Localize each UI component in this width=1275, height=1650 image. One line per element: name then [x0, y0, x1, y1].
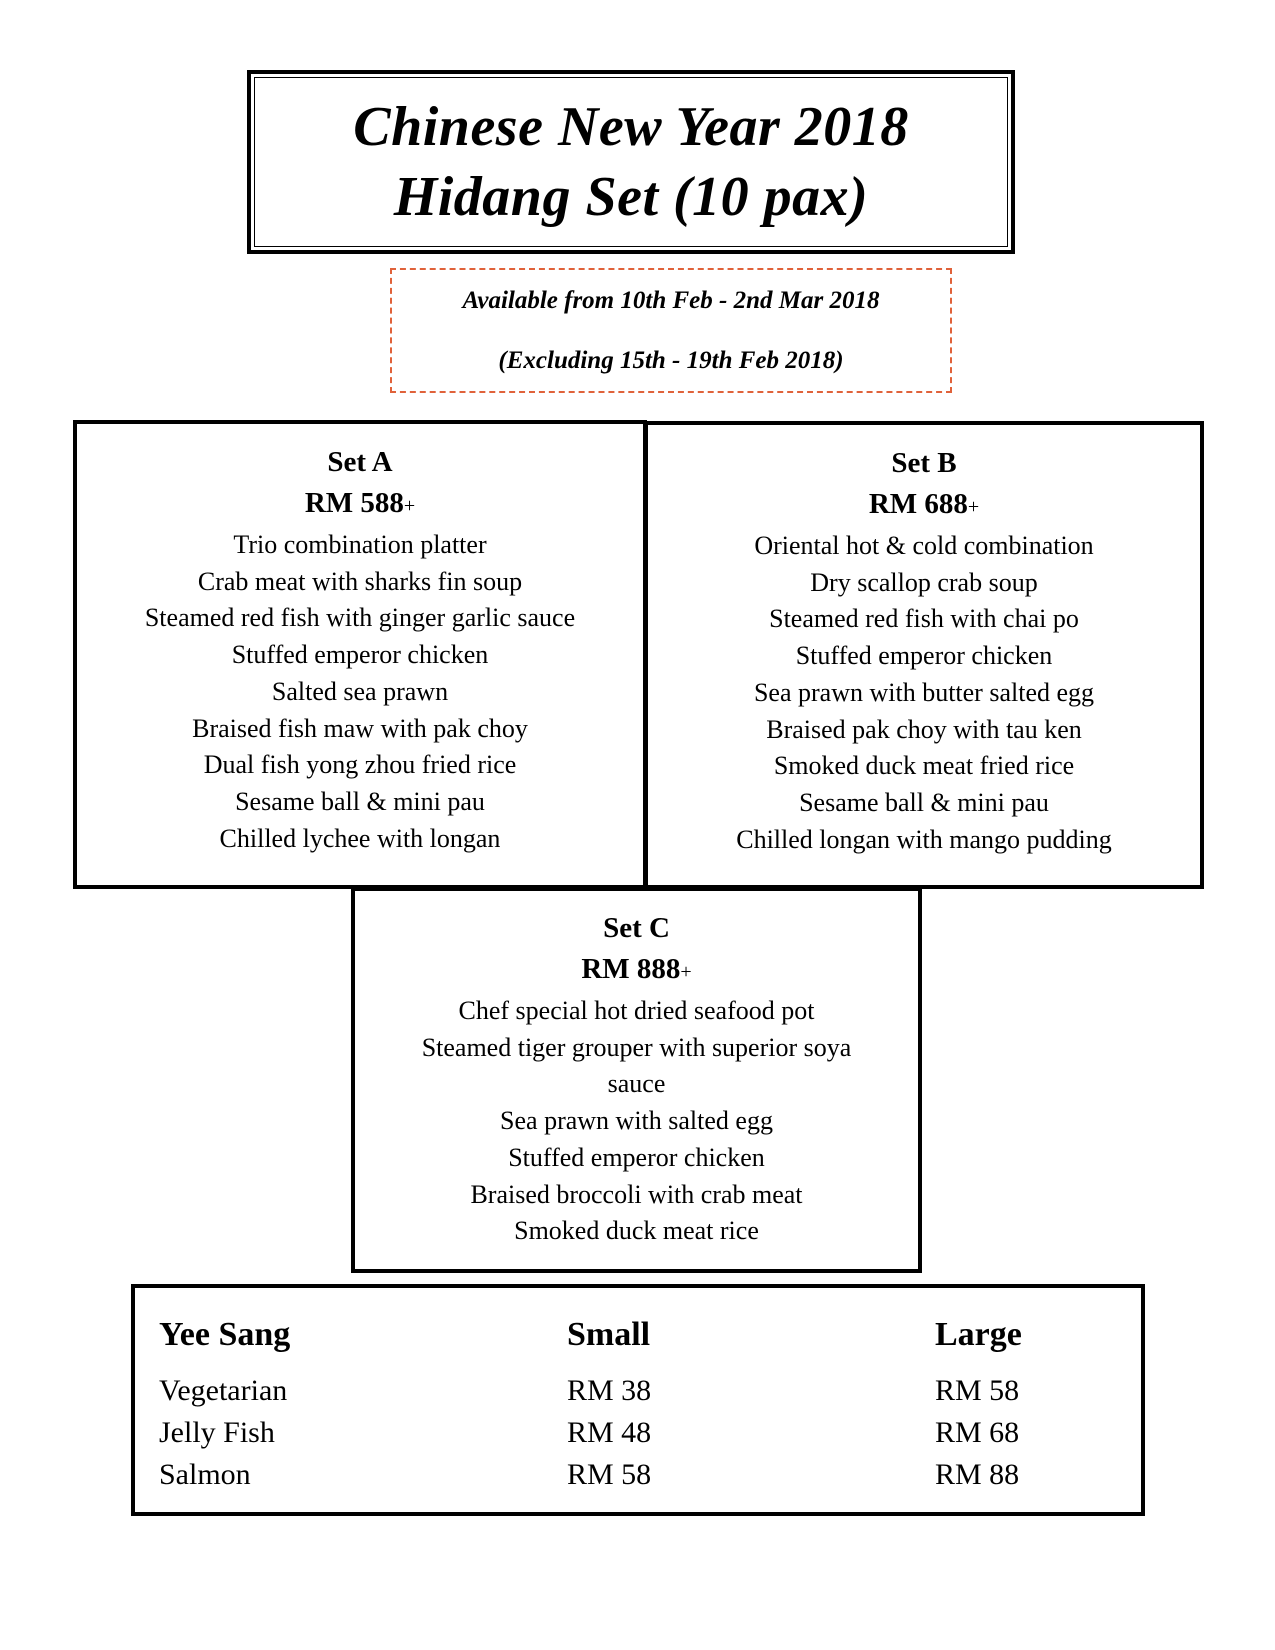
- set-price: RM 688+: [868, 488, 980, 520]
- set-a-card: [73, 420, 647, 889]
- small-price: RM 38: [567, 1374, 652, 1407]
- menu-item: Smoked duck meat fried rice: [773, 751, 1075, 781]
- price-suffix: +: [967, 496, 980, 518]
- small-price: RM 58: [567, 1458, 652, 1491]
- availability-notice: [390, 268, 952, 393]
- menu-item: Steamed tiger grouper with superior soya: [421, 1032, 852, 1062]
- large-price: RM 58: [935, 1374, 1020, 1407]
- menu-item: Salted sea prawn: [271, 676, 449, 706]
- menu-item: Chilled longan with mango pudding: [736, 824, 1112, 854]
- availability-dates: Available from 10th Feb - 2nd Mar 2018: [462, 286, 880, 314]
- menu-item: Dry scallop crab soup: [810, 567, 1038, 597]
- yee-sang-table: [131, 1284, 1145, 1516]
- menu-item: Trio combination platter: [233, 530, 487, 559]
- menu-item: Oriental hot & cold combination: [754, 531, 1094, 560]
- set-price: RM 588+: [304, 487, 416, 519]
- set-b-card: [644, 421, 1204, 889]
- price-suffix: +: [403, 495, 416, 517]
- set-name: Set B: [891, 447, 957, 479]
- menu-item: Chilled lychee with longan: [219, 823, 501, 853]
- page-subtitle: Hidang Set (10 pax): [393, 166, 869, 228]
- header-large: Large: [935, 1316, 1022, 1353]
- menu-item: Chef special hot dried seafood pot: [458, 996, 815, 1025]
- menu-item: Sesame ball & mini pau: [235, 786, 485, 816]
- menu-item: Stuffed emperor chicken: [795, 641, 1053, 671]
- table-row: [135, 1412, 1141, 1454]
- menu-item: Braised pak choy with tau ken: [766, 714, 1082, 744]
- page-title: Chinese New Year 2018: [353, 96, 909, 158]
- price-suffix: +: [680, 961, 692, 983]
- menu-item: Crab meat with sharks fin soup: [197, 566, 523, 596]
- set-menu-list: [355, 993, 918, 1250]
- set-name: Set A: [327, 446, 393, 478]
- title-inner-frame: [254, 77, 1008, 247]
- header-yee-sang: Yee Sang: [159, 1316, 291, 1353]
- yee-sang-type: Jelly Fish: [159, 1416, 275, 1449]
- large-price: RM 68: [935, 1416, 1020, 1449]
- set-price: RM 888+: [581, 953, 692, 985]
- set-menu-list: [77, 527, 643, 857]
- set-name: Set C: [603, 912, 670, 944]
- menu-item: Smoked duck meat rice: [514, 1216, 759, 1246]
- large-price: RM 88: [935, 1458, 1020, 1491]
- menu-item: Sea prawn with butter salted egg: [753, 677, 1095, 707]
- table-row: [135, 1454, 1141, 1496]
- set-c-card: [351, 887, 922, 1273]
- header-small: Small: [567, 1316, 651, 1353]
- small-price: RM 48: [567, 1416, 652, 1449]
- table-header-row: [135, 1314, 1141, 1356]
- menu-item: Steamed red fish with chai po: [769, 604, 1079, 634]
- menu-item: Stuffed emperor chicken: [231, 640, 489, 670]
- menu-item: Braised fish maw with pak choy: [192, 713, 528, 743]
- table-row: [135, 1370, 1141, 1412]
- menu-item: Braised broccoli with crab meat: [470, 1179, 803, 1209]
- menu-item: Sea prawn with salted egg: [500, 1106, 773, 1136]
- yee-sang-type: Salmon: [159, 1458, 251, 1491]
- yee-sang-type: Vegetarian: [159, 1374, 288, 1407]
- set-menu-list: [648, 528, 1200, 858]
- title-box: [247, 70, 1015, 254]
- menu-item: sauce: [607, 1069, 666, 1099]
- menu-item: Stuffed emperor chicken: [508, 1142, 765, 1172]
- menu-item: Sesame ball & mini pau: [799, 787, 1049, 817]
- menu-item: Steamed red fish with ginger garlic sauce: [144, 603, 576, 633]
- menu-item: Dual fish yong zhou fried rice: [203, 750, 517, 780]
- availability-exclusion: (Excluding 15th - 19th Feb 2018): [498, 346, 844, 374]
